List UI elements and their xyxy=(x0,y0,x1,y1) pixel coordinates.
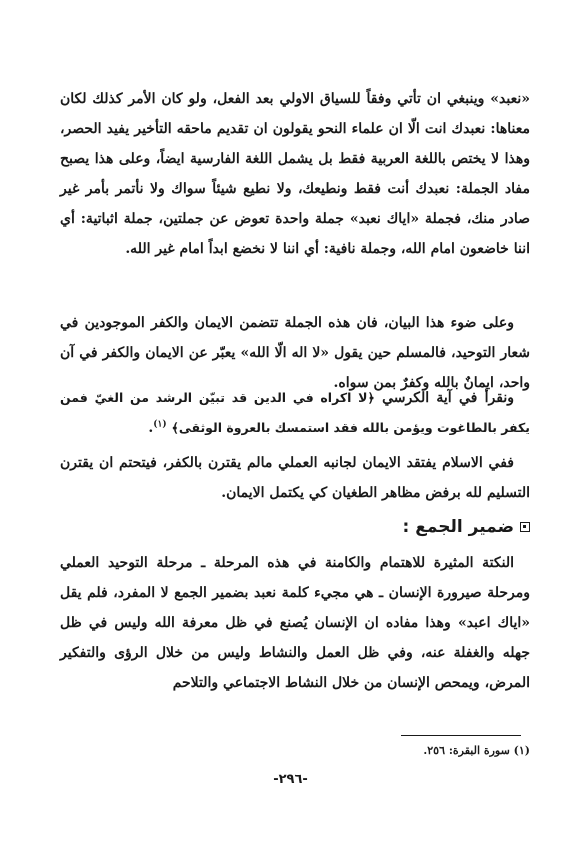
paragraph-islam-practical-faith: ففي الاسلام يفتقد الايمان لجانبه العملي مالم يقترن بالكفر، فيتحتم ان يقترن التسليم لله برفض مظاهر الطغيان كي يكتمل الايمان. xyxy=(60,455,530,501)
page-number: -٢٩٦- xyxy=(273,772,308,787)
paragraph-ayat-al-kursi xyxy=(60,383,530,443)
footnote-reference: (١) xyxy=(153,419,167,430)
section-heading-text: ضمير الجمع : xyxy=(402,517,514,537)
ayat-intro-text: ونقرأ في آية الكرسي xyxy=(382,390,514,406)
square-bullet-icon xyxy=(520,522,530,532)
footnote-divider xyxy=(401,735,521,736)
sentence-end: . xyxy=(148,420,154,436)
quran-quote: ﴿لا اكراه في الدين قد تبيّن الرشد من الغيّ فمن يكفر بالطاغوت ويؤمن بالله فقد استمسك بالعروة الوثقى﴾ xyxy=(60,390,530,435)
section-heading xyxy=(60,512,530,542)
paragraph-faith-and-disbelief: وعلى ضوء هذا البيان، فان هذه الجملة تتضمن الايمان والكفر الموجودين في شعار التوحيد، فالمسلم حين يقول «لا اله الّا الله» يعبّر عن الايمان والكفر في آن واحد، ايمانٌ بالله وكفرٌ بمن سواه. xyxy=(60,315,530,391)
paragraph-plural-pronoun: النكتة المثيرة للاهتمام والكامنة في هذه المرحلة ـ مرحلة التوحيد العملي ومرحلة صيرورة الإنسان ـ هي مجيء كلمة نعبد بضمير الجمع لا المفرد، فلم يقل «اياك اعبد» وهذا مفاده ان الإنسان يُصنع في ظل معرفة الله وليس في ظل جهله والغفلة عنه، وفي ظل العمل والنشاط وليس من خلال الرؤى والتفكير المرض، ويمحص الإنسان من خلال النشاط الاجتماعي والتلاحم xyxy=(60,555,530,691)
paragraph-word-order: «نعبد» وينبغي ان تأتي وفقاً للسياق الاولي بعد الفعل، ولو كان الأمر كذلك لكان معناها: نعبدك انت الّا ان علماء النحو يقولون ان تقديم ماحقه التأخير يفيد الحصر، وهذا لا يختص باللغة العربية فقط بل يشمل اللغة الفارسية ايضاً، وعلى هذا يصبح مفاد الجملة: نعبدك أنت فقط ونطيعك، ولا نطيع شيئاً سواك ولا نأتمر بأمر غير صادر منك، فجملة «اياك نعبد» جملة واحدة تعوض عن جملتين، جملة اثباتية: أي اننا خاضعون امام الله، وجملة نافية: أي اننا لا نخضع ابداً امام غير الله. xyxy=(60,91,530,257)
footnote: (١) سورة البقرة: ٢٥٦. xyxy=(423,744,530,757)
